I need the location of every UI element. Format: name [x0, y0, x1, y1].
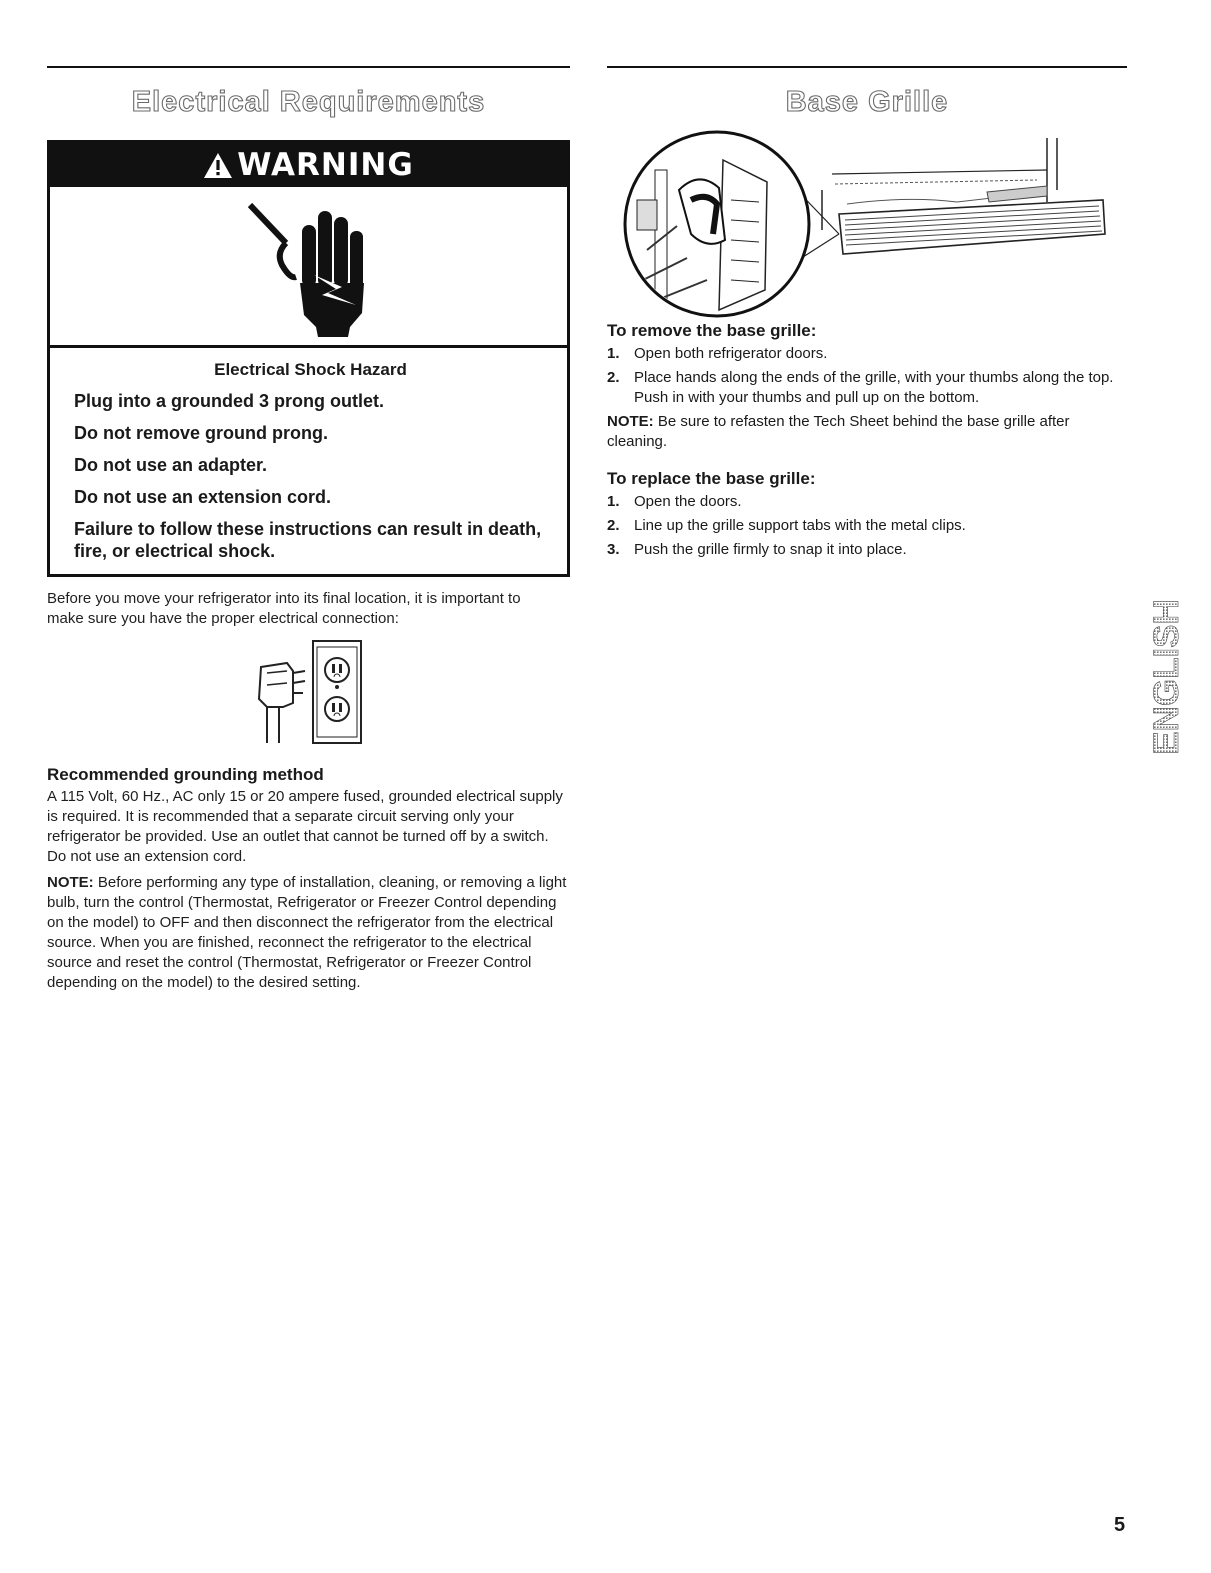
warning-box — [47, 140, 570, 577]
section-divider — [47, 66, 570, 68]
section-title: Base Grille — [785, 86, 949, 118]
shock-hazard-icon — [50, 187, 567, 348]
step-number: 2. — [607, 369, 620, 386]
step-number: 1. — [607, 345, 620, 362]
list-item — [607, 516, 1127, 536]
base-grille-section — [607, 66, 1127, 564]
intro-paragraph: Before you move your refrigerator into its final location, it is important to make sure you have the proper electrical connection: — [47, 590, 521, 627]
warning-line: Do not remove ground prong. — [74, 423, 328, 443]
warning-header — [50, 143, 567, 187]
remove-steps — [607, 344, 1127, 408]
list-item — [607, 492, 1127, 512]
note-text: Be sure to refasten the Tech Sheet behind the base grille after cleaning. — [607, 413, 1070, 450]
plug-outlet-illustration — [47, 637, 570, 761]
step-text: Open the doors. — [634, 493, 742, 510]
grounding-paragraph: A 115 Volt, 60 Hz., AC only 15 or 20 ampere fused, grounded electrical supply is required. It is recommended that a separate circuit serving only your refrigerator be provided. Use an outlet that cannot be turned off by a switch. Do not use an extension cord. — [47, 788, 563, 865]
page-number: 5 — [1114, 1514, 1126, 1536]
step-text: Push the grille firmly to snap it into place. — [634, 541, 907, 558]
electrical-requirements-section — [47, 66, 570, 993]
step-number: 3. — [607, 541, 620, 558]
warning-line: Failure to follow these instructions can result in death, fire, or electrical shock. — [74, 519, 542, 561]
note-paragraph — [607, 412, 1127, 452]
replace-steps — [607, 492, 1127, 560]
list-item — [607, 368, 1127, 408]
note-label: NOTE: — [607, 413, 654, 430]
step-number: 1. — [607, 493, 620, 510]
section-title: Electrical Requirements — [131, 86, 486, 118]
language-tab — [1147, 566, 1186, 788]
note-label: NOTE: — [47, 874, 94, 891]
step-number: 2. — [607, 517, 620, 534]
step-text: Line up the grille support tabs with the metal clips. — [634, 517, 966, 534]
step-text: Place hands along the ends of the grille, with your thumbs along the top. Push in with your thumbs and pull up on the bottom. — [634, 369, 1114, 406]
replace-heading: To replace the base grille: — [607, 469, 816, 488]
note-text: Before performing any type of installation, cleaning, or removing a light bulb, turn the control (Thermostat, Refrigerator or Freezer Control depending on the model) to OFF and then disconnect the refrigerator from the electrical source. When you are finished, reconnect the refrigerator to the electrical source and reset the control (Thermostat, Refrigerator or Freezer Control depending on the model) to the desired setting. — [47, 874, 567, 991]
note-paragraph — [47, 873, 570, 993]
warning-line: Do not use an adapter. — [74, 455, 268, 475]
language-tab-text: ENGLISH — [1147, 599, 1186, 755]
hazard-title: Electrical Shock Hazard — [214, 360, 407, 379]
step-text: Open both refrigerator doors. — [634, 345, 828, 362]
warning-label: WARNING — [237, 147, 414, 183]
remove-heading: To remove the base grille: — [607, 321, 817, 340]
warning-line: Do not use an extension cord. — [74, 487, 332, 507]
base-grille-illustration — [607, 130, 1127, 310]
warning-line: Plug into a grounded 3 prong outlet. — [74, 391, 384, 411]
list-item — [607, 344, 1127, 364]
section-divider — [607, 66, 1127, 68]
warning-triangle-icon — [203, 152, 233, 179]
grounding-heading: Recommended grounding method — [47, 765, 324, 784]
warning-text — [50, 348, 567, 574]
list-item — [607, 540, 1127, 560]
